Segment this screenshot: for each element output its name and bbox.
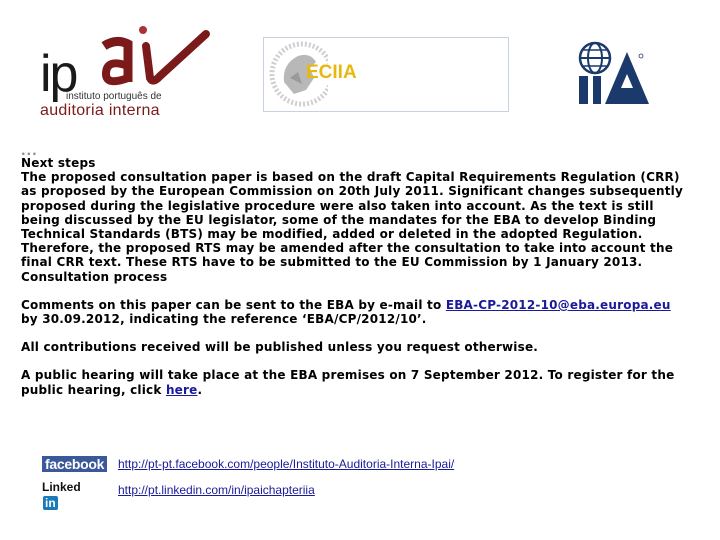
heading-consultation-process: Consultation process — [21, 269, 168, 284]
paragraph-next-steps: The proposed consultation paper is based on the draft Capital Requirements Regulation (CRR) as proposed by the European Commission on 20th July 2011. Significant changes subsequently proposed during the legislative procedure were also taken into account. As the text is still being discussed by the EU legislator, some of the mandates for the EBA to develop Binding Technical Standards (BTS) may be modified, added or deleted in the adopted Regulation. Therefore, the proposed RTS may be amended after the consultation to take into account the final CRR text. These RTS have to be submitted to the EU Commission by 1 January 2013. — [21, 170, 683, 270]
comments-text-after: by 30.09.2012, indicating the reference ‘EBA/CP/2012/10’. — [21, 312, 427, 327]
paragraph-hearing — [21, 368, 691, 396]
article-body — [21, 146, 691, 397]
eciia-logo-text: ECIIA — [306, 62, 357, 83]
facebook-logo-icon: facebook — [42, 456, 107, 472]
ipai-logo-mark: ip — [40, 45, 77, 103]
ipai-tagline-small: instituto português de — [66, 91, 162, 102]
iia-logo — [575, 40, 655, 106]
heading-next-steps: Next steps — [21, 156, 96, 170]
email-link[interactable]: EBA-CP-2012-10@eba.europa.eu — [445, 297, 671, 312]
hearing-text-before: A public hearing will take place at the EBA premises on 7 September 2012. To register for the public hearing, click — [21, 368, 675, 397]
facebook-link[interactable]: http://pt-pt.facebook.com/people/Instituto-Auditoria-Interna-Ipai/ — [118, 457, 455, 471]
linkedin-logo-text: Linked — [42, 480, 81, 494]
hearing-text-after: . — [197, 382, 203, 397]
comments-text-before: Comments on this paper can be sent to the EBA by e-mail to — [21, 297, 446, 312]
ipai-logo-swoosh-icon — [98, 24, 218, 94]
paragraph-comments — [21, 298, 691, 326]
ipai-tagline-big: auditoria interna — [40, 102, 160, 119]
ipai-logo — [38, 24, 218, 124]
linkedin-link[interactable]: http://pt.linkedin.com/in/ipaichapteriia — [118, 483, 315, 497]
paragraph-contributions: All contributions received will be published unless you request otherwise. — [21, 340, 539, 355]
eciia-logo — [263, 37, 509, 112]
iia-globe-logo-icon — [575, 40, 655, 106]
linkedin-logo-icon — [42, 479, 81, 510]
linkedin-in-badge: in — [45, 496, 56, 510]
register-here-link[interactable]: here — [165, 382, 198, 397]
ellipsis: ... — [21, 144, 38, 158]
